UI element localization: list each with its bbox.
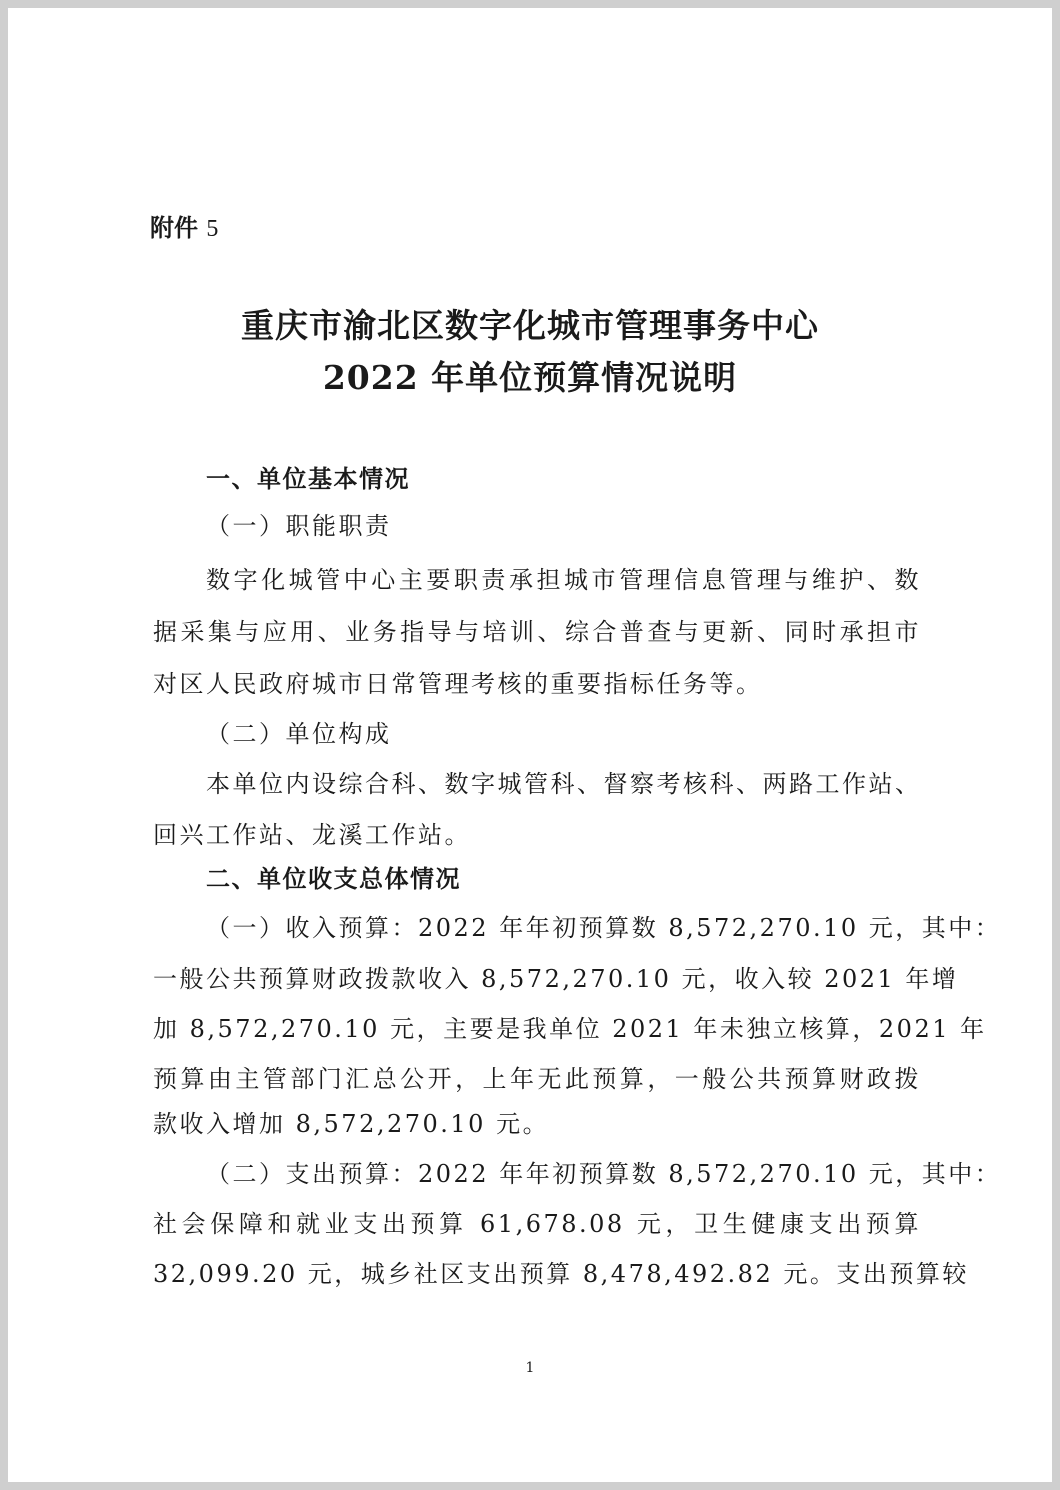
paragraph-line: （二）支出预算：2022 年年初预算数 8,572,270.10 元，其中： (206, 1160, 1002, 1188)
subsection-1-heading: （一）职能职责 (206, 512, 392, 540)
paragraph-line: 社会保障和就业支出预算 61,678.08 元，卫生健康支出预算 (153, 1210, 921, 1238)
paragraph-line: 加 8,572,270.10 元，主要是我单位 2021 年未独立核算，2021 年 (153, 1015, 987, 1043)
document-page (8, 8, 1052, 1482)
paragraph-line: 本单位内设综合科、数字城管科、督察考核科、两路工作站、 (206, 770, 922, 798)
paragraph-line: 预算由主管部门汇总公开，上年无此预算，一般公共预算财政拨 (153, 1065, 921, 1093)
attachment-number: 5 (206, 216, 219, 242)
paragraph-line: 一般公共预算财政拨款收入 8,572,270.10 元，收入较 2021 年增 (153, 965, 959, 993)
document-title-line-2: 2022 年单位预算情况说明 (322, 358, 738, 397)
page-number: 1 (525, 1360, 535, 1376)
paragraph-line: 款收入增加 8,572,270.10 元。 (153, 1110, 550, 1138)
paragraph-line: 据采集与应用、业务指导与培训、综合普查与更新、同时承担市 (153, 618, 921, 646)
paragraph-line: 对区人民政府城市日常管理考核的重要指标任务等。 (153, 670, 763, 698)
section-1-heading: 一、单位基本情况 (206, 465, 410, 493)
paragraph-line: 32,099.20 元，城乡社区支出预算 8,478,492.82 元。支出预算较 (153, 1260, 969, 1288)
section-2-heading: 二、单位收支总体情况 (206, 865, 461, 893)
attachment-label (150, 208, 218, 249)
subsection-2-heading: （二）单位构成 (206, 720, 392, 748)
attachment-text: 附件 (150, 214, 198, 242)
document-title-line-1: 重庆市渝北区数字化城市管理事务中心 (241, 306, 819, 345)
paragraph-line: 回兴工作站、龙溪工作站。 (153, 821, 471, 849)
paragraph-line: （一）收入预算：2022 年年初预算数 8,572,270.10 元，其中： (206, 914, 1002, 942)
paragraph-line: 数字化城管中心主要职责承担城市管理信息管理与维护、数 (206, 566, 921, 594)
